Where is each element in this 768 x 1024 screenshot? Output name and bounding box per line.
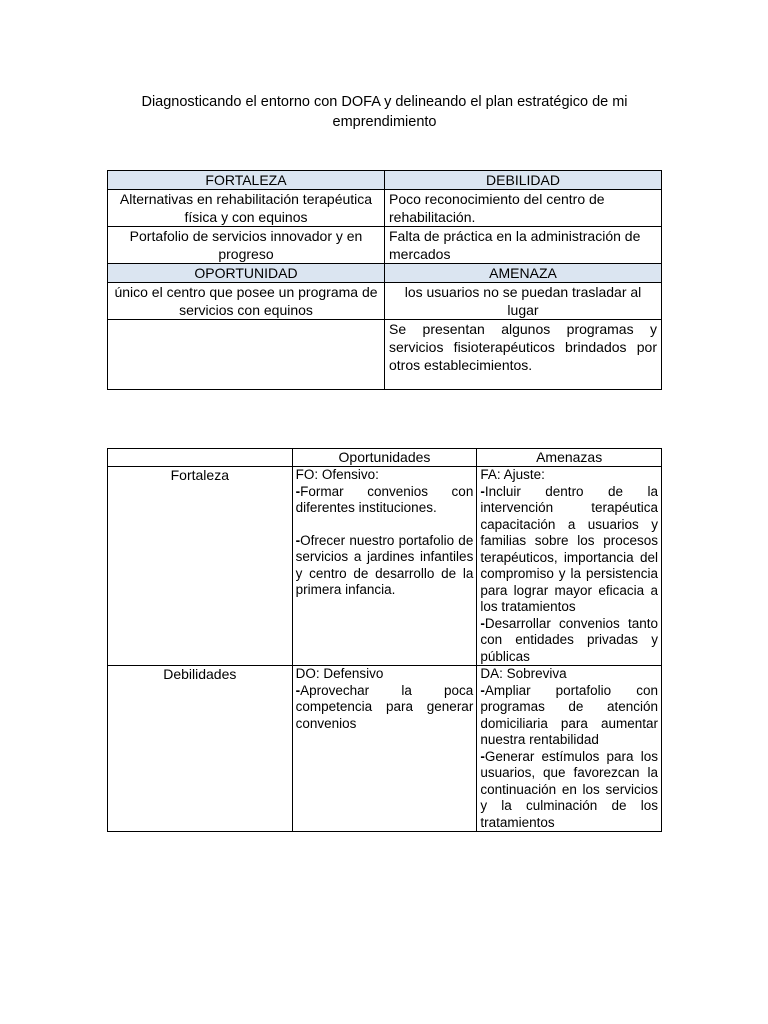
do-title: DO: Defensivo (295, 666, 384, 681)
dofa-cell: Alternativas en rehabilitación terapéutica física y con equinos (108, 190, 385, 227)
header-empty (108, 449, 293, 467)
title-line-1: Diagnosticando el entorno con DOFA y delineando el plan estratégico de mi (141, 94, 628, 110)
dofa-cell: Falta de práctica en la administración de mercados (385, 227, 662, 264)
fa-item: -Desarrollar convenios tanto con entidades privadas y públicas (480, 615, 658, 664)
dofa-cell: Portafolio de servicios innovador y en progreso (108, 227, 385, 264)
dofa-cell: Poco reconocimiento del centro de rehabilitación. (385, 190, 662, 227)
strategy-row-fortaleza (108, 467, 662, 666)
header-amenaza: AMENAZA (385, 264, 662, 283)
dofa-row (108, 227, 662, 264)
strategy-header-row (108, 449, 662, 467)
dofa-table (107, 170, 662, 390)
header-debilidad: DEBILIDAD (385, 171, 662, 190)
fa-cell (477, 467, 662, 666)
dofa-row (108, 283, 662, 320)
fa-title: FA: Ajuste: (480, 467, 545, 482)
da-title: DA: Sobreviva (480, 666, 567, 681)
dofa-cell: los usuarios no se puedan trasladar al lugar (385, 283, 662, 320)
fo-item: -Ofrecer nuestro portafolio de servicios a jardines infantiles y centro de desarrollo de la primera infancia. (295, 532, 474, 597)
dofa-row (108, 190, 662, 227)
strategy-row-debilidades (108, 666, 662, 832)
header-oportunidades: Oportunidades (292, 449, 477, 467)
fo-item: -Formar convenios con diferentes instituciones. (295, 483, 474, 515)
dofa-cell: único el centro que posee un programa de servicios con equinos (108, 283, 385, 320)
row-label-debilidades: Debilidades (108, 666, 293, 832)
fo-cell (292, 467, 477, 666)
document-title (107, 92, 662, 132)
da-item: -Ampliar portafolio con programas de atención domiciliaria para aumentar nuestra rentabilidad (480, 682, 658, 747)
fa-item: -Incluir dentro de la intervención terapéutica capacitación a usuarios y familias sobre los procesos terapéuticos, importancia del compromiso y la persistencia para lograr mayor eficacia a los tratamientos (480, 483, 658, 614)
do-cell (292, 666, 477, 832)
header-amenazas: Amenazas (477, 449, 662, 467)
title-line-2: emprendimiento (332, 114, 437, 130)
da-cell (477, 666, 662, 832)
dofa-header-row-bottom (108, 264, 662, 283)
da-item: -Generar estímulos para los usuarios, que favorezcan la continuación en los servicios y la culminación de los tratamientos (480, 748, 658, 830)
dofa-row (108, 320, 662, 390)
header-fortaleza: FORTALEZA (108, 171, 385, 190)
strategy-table (107, 448, 662, 832)
dofa-cell-empty (108, 320, 385, 390)
header-oportunidad: OPORTUNIDAD (108, 264, 385, 283)
dofa-cell: Se presentan algunos programas y servicios fisioterapéuticos brindados por otros establecimientos. (385, 320, 662, 390)
dofa-header-row-top (108, 171, 662, 190)
fo-title: FO: Ofensivo: (295, 467, 379, 482)
do-item: -Aprovechar la poca competencia para generar convenios (295, 682, 474, 731)
row-label-fortaleza: Fortaleza (108, 467, 293, 666)
